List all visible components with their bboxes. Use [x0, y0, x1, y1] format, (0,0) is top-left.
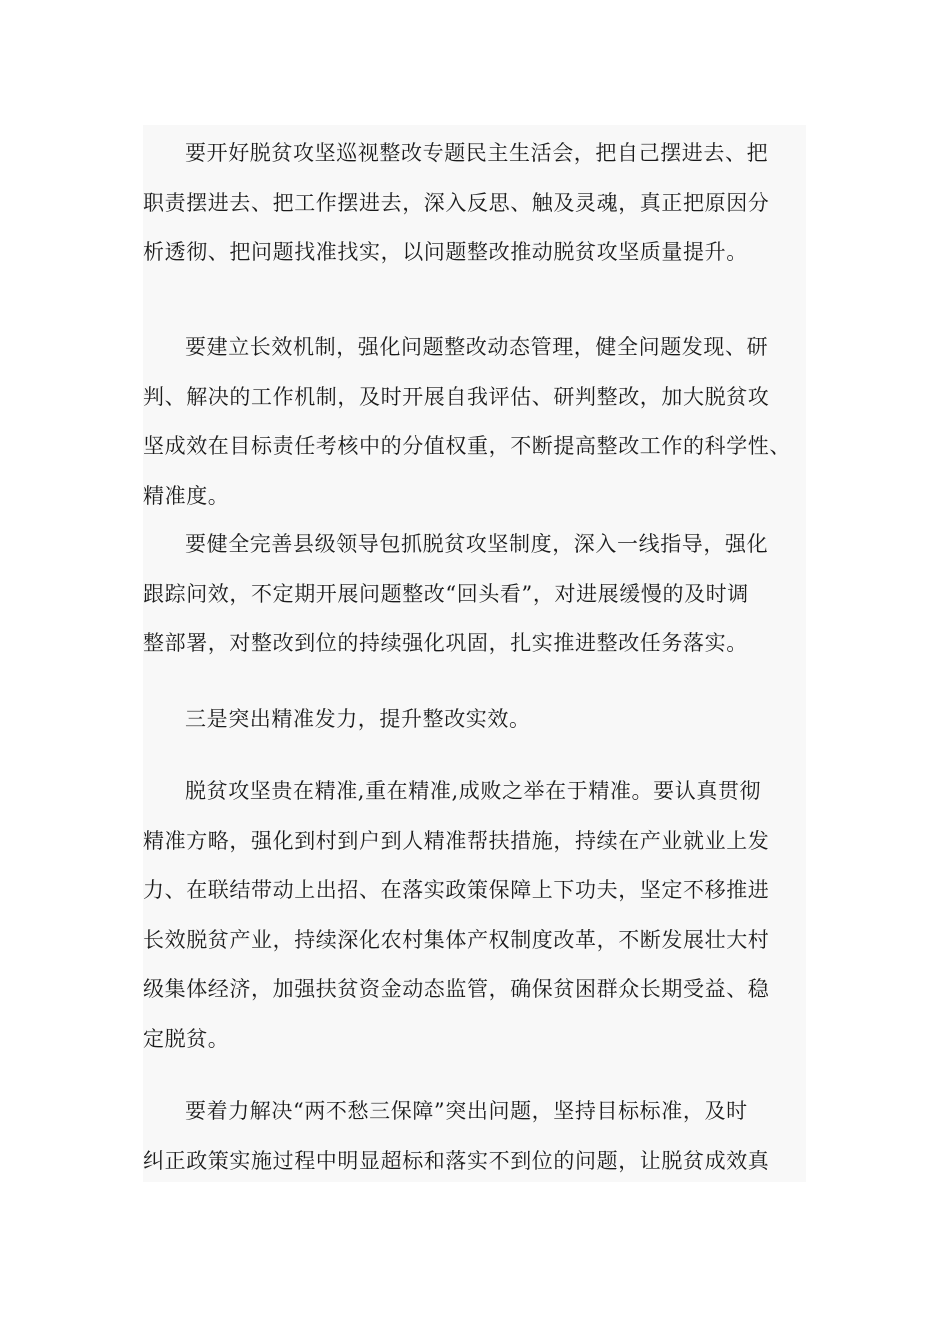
paragraph-line: 精准度。: [143, 483, 230, 508]
paragraph-line: 要健全完善县级领导包抓脱贫攻坚制度，深入一线指导，强化: [185, 532, 769, 556]
paragraph-line: 精准方略，强化到村到户到人精准帮扶措施，持续在产业就业上发: [143, 828, 770, 853]
paragraph-line: 纠正政策实施过程中明显超标和落实不到位的问题，让脱贫成效真: [143, 1148, 770, 1173]
paragraph-line: 定脱贫。: [143, 1026, 230, 1051]
paragraph-line: 三是突出精准发力，提升整改实效。: [185, 707, 531, 731]
paragraph-line: 判、解决的工作机制，及时开展自我评估、研判整改，加大脱贫攻: [143, 384, 770, 409]
paragraph-line: 要着力解决“两不愁三保障”突出问题，坚持目标标准，及时: [185, 1099, 748, 1123]
paragraph-2: [143, 323, 806, 521]
paragraph-line: 力、在联结带动上出招、在落实政策保障上下功夫，坚定不移推进: [143, 878, 770, 902]
paragraph-line: 脱贫攻坚贵在精准,重在精准,成败之举在于精准。要认真贯彻: [185, 779, 762, 803]
paragraph-line: 级集体经济，加强扶贫资金动态监管，确保贫困群众长期受益、稳: [143, 977, 770, 1001]
paragraph-line: 长效脱贫产业，持续深化农村集体产权制度改革，不断发展壮大村: [143, 927, 770, 952]
paragraph-line: 跟踪问效，不定期开展问题整改“回头看”，对进展缓慢的及时调: [143, 581, 749, 606]
text-block: [143, 125, 806, 1182]
paragraph-5: [143, 767, 806, 1065]
paragraph-6: [143, 1087, 806, 1186]
paragraph-line: 析透彻、把问题找准找实，以问题整改推动脱贫攻坚质量提升。: [143, 240, 748, 264]
paragraph-line: 坚成效在目标责任考核中的分值权重，不断提高整改工作的科学性、: [143, 434, 791, 458]
paragraph-line: 要建立长效机制，强化问题整改动态管理，健全问题发现、研: [185, 335, 769, 359]
paragraph-3: [143, 520, 806, 670]
paragraph-line: 要开好脱贫攻坚巡视整改专题民主生活会，把自己摆进去、把: [185, 141, 769, 165]
paragraph-1: [143, 129, 806, 279]
paragraph-line: 整部署，对整改到位的持续强化巩固，扎实推进整改任务落实。: [143, 631, 748, 655]
paragraph-line: 职责摆进去、把工作摆进去，深入反思、触及灵魂，真正把原因分: [143, 190, 770, 215]
paragraph-4: [143, 695, 806, 745]
